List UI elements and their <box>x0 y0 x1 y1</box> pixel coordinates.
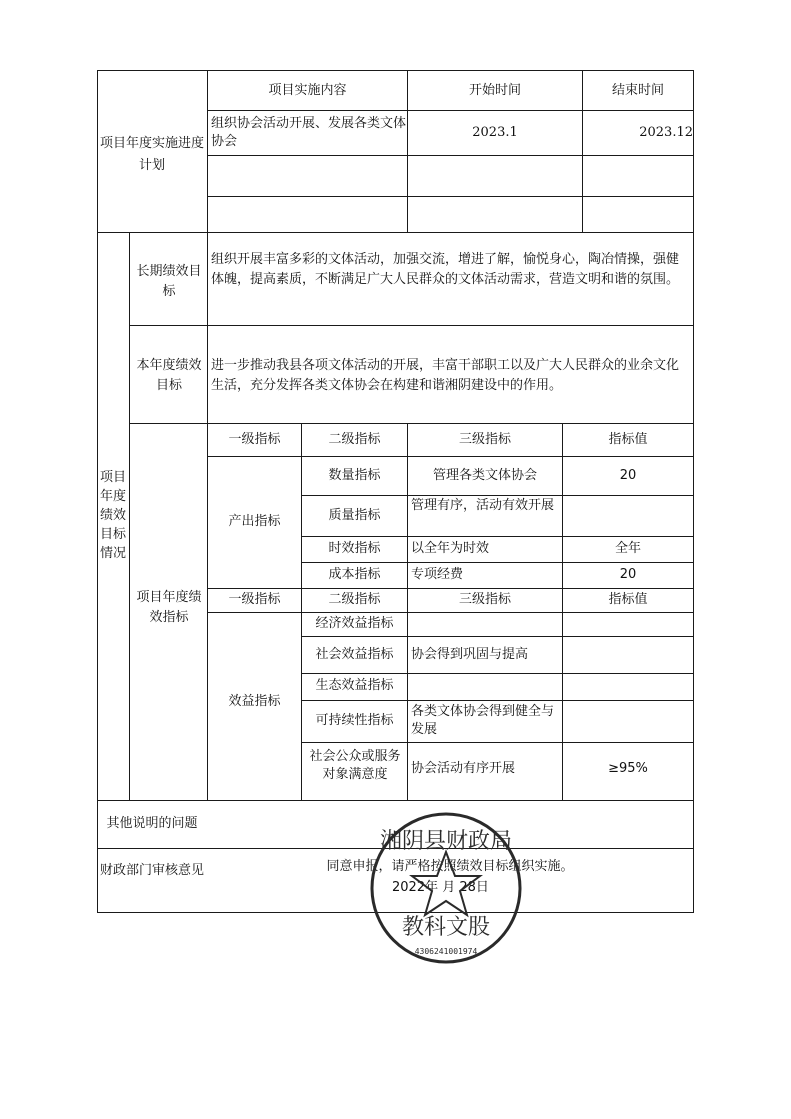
schedule-row-start: 2023.1 <box>472 125 518 140</box>
indicator-header-value: 指标值 <box>608 432 648 447</box>
annual-goal-text: 进一步推动我县各项文体活动的开展，丰富干部职工以及广大人民群众的业余文化生活，充分发挥各类文体协会在构建和谐湘阴建设中的作用。 <box>211 358 680 393</box>
indicator-header-level2: 二级指标 <box>328 592 381 607</box>
indicators-label: 项目年度绩效指标 <box>136 590 202 625</box>
output-row-level3: 以全年为时效 <box>411 541 490 556</box>
long-term-goal-label: 长期绩效目标 <box>136 264 202 299</box>
long-term-goal-text: 组织开展丰富多彩的文体活动，加强交流，增进了解，愉悦身心，陶冶情操，强健体魄，提高素质，不断满足广大人民群众的文体活动需求，营造文明和谐的氛围。 <box>211 252 680 287</box>
schedule-header-end: 结束时间 <box>611 83 664 98</box>
benefit-row-level2: 社会效益指标 <box>315 647 394 662</box>
output-row-value: 全年 <box>614 541 641 556</box>
benefit-row-level2: 社会公众或服务对象满意度 <box>309 749 401 782</box>
other-issues-label: 其他说明的问题 <box>106 816 198 831</box>
benefit-row-level2: 生态效益指标 <box>315 678 394 693</box>
output-row-value: 20 <box>619 468 637 483</box>
svg-text:湘阴县财政局: 湘阴县财政局 <box>379 829 513 854</box>
benefit-row-value: ≥95% <box>608 761 648 776</box>
benefit-row-level3: 协会活动有序开展 <box>411 761 516 776</box>
output-row-level3: 管理有序，活动有效开展 <box>411 498 555 513</box>
goals-label: 项目年度绩效目标情况 <box>99 470 126 561</box>
output-row-level3: 管理各类文体协会 <box>432 468 537 483</box>
svg-text:教科文股: 教科文股 <box>401 915 491 940</box>
benefit-row-level3: 各类文体协会得到健全与发展 <box>411 704 555 737</box>
output-row-level2: 数量指标 <box>328 468 381 483</box>
annual-goal-label: 本年度绩效目标 <box>136 358 202 393</box>
schedule-row-content: 组织协会活动开展、发展各类文体协会 <box>211 116 407 149</box>
svg-text:4306241001974: 4306241001974 <box>414 947 478 956</box>
output-row-value: 20 <box>619 567 637 582</box>
schedule-header-content: 项目实施内容 <box>268 83 347 98</box>
finance-date: 2022年 月 28日 <box>392 880 489 895</box>
benefit-row-level3: 协会得到巩固与提高 <box>411 647 529 662</box>
schedule-header-start: 开始时间 <box>468 83 521 98</box>
schedule-row-end: 2023.12 <box>639 125 693 140</box>
indicator-header-level3: 三级指标 <box>458 592 511 607</box>
indicator-header-value: 指标值 <box>608 592 648 607</box>
benefit-row-level2: 经济效益指标 <box>315 616 394 631</box>
indicator-header-level3: 三级指标 <box>458 432 511 447</box>
indicator-header-level1: 一级指标 <box>228 592 281 607</box>
benefit-row-level2: 可持续性指标 <box>315 713 394 728</box>
output-row-level2: 质量指标 <box>328 508 381 523</box>
schedule-label: 项目年度实施进度计划 <box>99 136 204 173</box>
benefit-indicator-label: 效益指标 <box>228 694 281 709</box>
indicator-header-level2: 二级指标 <box>328 432 381 447</box>
output-row-level3: 专项经费 <box>411 567 464 582</box>
finance-review-label: 财政部门审核意见 <box>99 863 204 878</box>
output-indicator-label: 产出指标 <box>228 514 281 529</box>
finance-opinion: 同意申报，请严格按照绩效目标组织实施。 <box>326 859 574 874</box>
indicator-header-level1: 一级指标 <box>228 432 281 447</box>
official-seal <box>366 808 526 968</box>
output-row-level2: 时效指标 <box>328 541 381 556</box>
output-row-level2: 成本指标 <box>328 567 381 582</box>
